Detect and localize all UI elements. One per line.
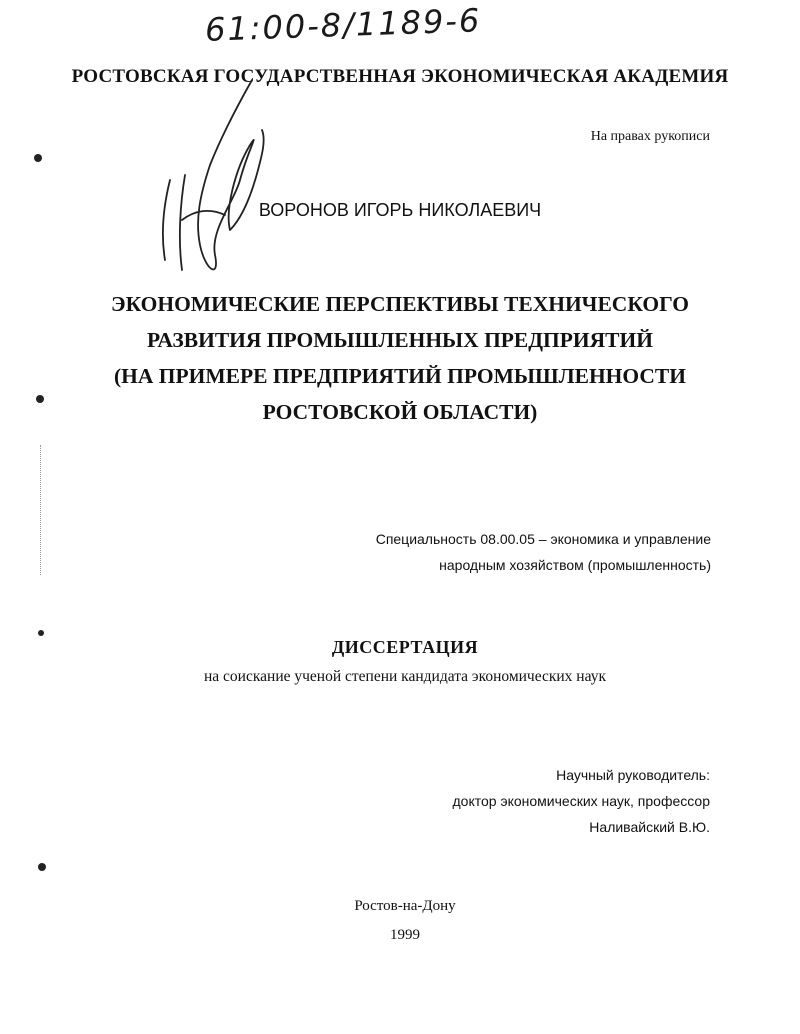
binding-hole-mark xyxy=(34,154,42,162)
binding-hole-mark xyxy=(36,395,44,403)
binding-hole-mark xyxy=(38,863,46,871)
specialty-line: народным хозяйством (промышленность) xyxy=(439,557,711,573)
title-line: РОСТОВСКОЙ ОБЛАСТИ) xyxy=(262,400,538,424)
document-type-heading: ДИССЕРТАЦИЯ xyxy=(331,637,479,657)
supervisor-line: Наливайский В.Ю. xyxy=(589,819,710,835)
institution-name: РОСТОВСКАЯ ГОСУДАРСТВЕННАЯ ЭКОНОМИЧЕСКАЯ АКАДЕМИЯ xyxy=(71,66,729,87)
supervisor-line: доктор экономических наук, профессор xyxy=(452,793,710,809)
degree-description: на соискание ученой степени кандидата экономических наук xyxy=(204,668,606,685)
city: Ростов-на-Дону xyxy=(354,898,456,914)
year: 1999 xyxy=(390,927,420,943)
title-line: (НА ПРИМЕРЕ ПРЕДПРИЯТИЙ ПРОМЫШЛЕННОСТИ xyxy=(114,364,686,388)
manuscript-rights-note: На правах рукописи xyxy=(590,129,710,144)
title-line: ЭКОНОМИЧЕСКИЕ ПЕРСПЕКТИВЫ ТЕХНИЧЕСКОГО xyxy=(111,292,689,316)
supervisor-block xyxy=(453,762,711,840)
author-name: ВОРОНОВ ИГОРЬ НИКОЛАЕВИЧ xyxy=(258,200,542,220)
supervisor-line: Научный руководитель: xyxy=(556,767,710,783)
dissertation-title xyxy=(0,286,800,430)
signature-icon xyxy=(140,70,270,290)
scan-speckle xyxy=(40,445,44,575)
binding-hole-mark xyxy=(38,630,44,636)
archive-code-handwritten: 61:00-8/1189-6 xyxy=(204,1,482,49)
title-line: РАЗВИТИЯ ПРОМЫШЛЕННЫХ ПРЕДПРИЯТИЙ xyxy=(147,328,653,352)
specialty-line: Специальность 08.00.05 – экономика и управление xyxy=(375,531,711,547)
specialty-block xyxy=(376,526,711,578)
